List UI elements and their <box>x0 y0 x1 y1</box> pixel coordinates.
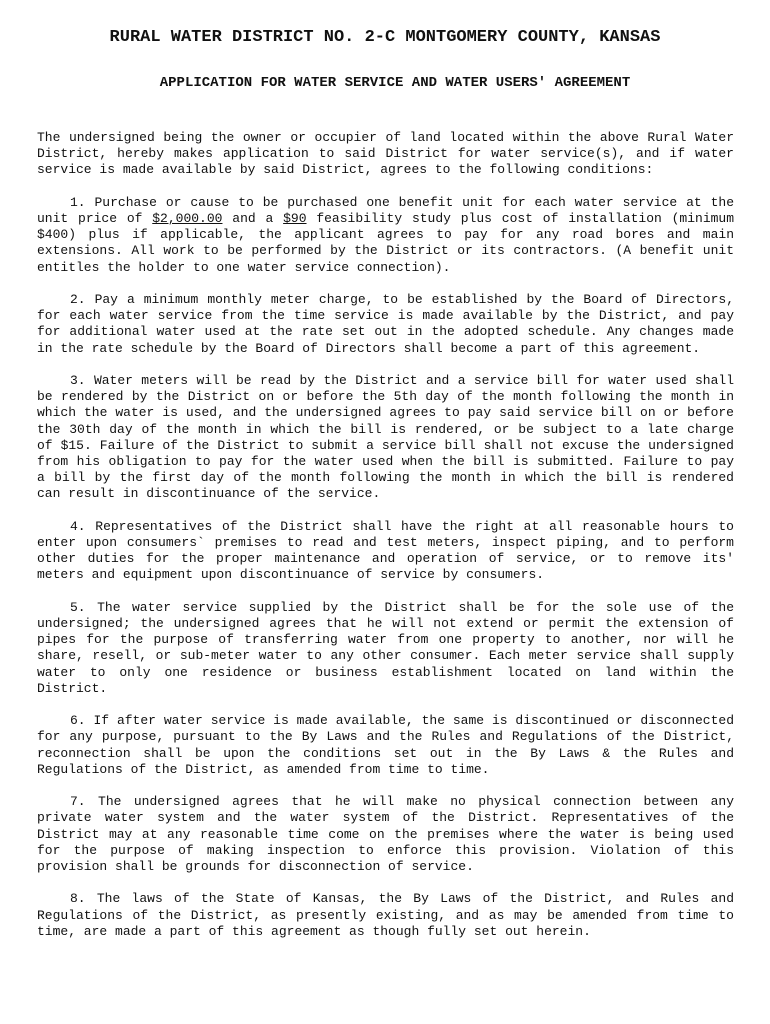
document-subtitle: APPLICATION FOR WATER SERVICE AND WATER USERS' AGREEMENT <box>159 75 631 91</box>
intro-paragraph: The undersigned being the owner or occupier of land located within the above Rural Water District, hereby makes application to said District for water service(s), and if water service is made available by said District, agrees to the following conditions: <box>37 130 734 178</box>
condition-8: 8. The laws of the State of Kansas, the By Laws of the District, and Rules and Regulations of the District, as presently existing, and as may be amended from time to time, are made a part of this agreement as though fully set out herein. <box>37 891 734 939</box>
condition-5: 5. The water service supplied by the District shall be for the sole use of the undersigned; the undersigned agrees that he will not extend or permit the extension of pipes for the purpose of transferring water from one property to another, nor will he share, resell, or sub-meter water to any other consumer. Each meter service shall supply water to only one residence or business establishment located on land within the District. <box>37 599 734 696</box>
condition-3: 3. Water meters will be read by the District and a service bill for water used shall be rendered by the District on or before the 5th day of the month following the month in which the water is used, and the undersigned agrees to pay said service bill on or before the 30th day of the month in which the bill is rendered, or be subject to a late charge of $15. Failure of the District to submit a service bill shall not excuse the undersigned from his obligation to pay for the water used when the bill is submitted. Failure to pay a bill by the first day of the month following the month in which the bill is rendered can result in discontinuance of the service. <box>37 373 734 502</box>
condition-1-text-b: and a <box>222 211 284 226</box>
condition-7: 7. The undersigned agrees that he will make no physical connection between any private water system and the water system of the District. Representatives of the District may at any reasonable time come on the premises where the water is being used for the purpose of making inspection to enforce this provision. Violation of this provision shall be grounds for disconnection of service. <box>37 794 734 875</box>
document-body <box>37 130 734 956</box>
condition-1-text-c: feasibility study plus cost of installation (minimum $400) plus if applicable, the applicant agrees to pay for any road bores and main extensions. All work to be performed by the District or its contractors. (A benefit unit entitles the holder to one water service connection). <box>37 211 735 275</box>
condition-2: 2. Pay a minimum monthly meter charge, to be established by the Board of Directors, for each water service from the time service is made available by the District, and pay for additional water used at the rate set out in the adopted schedule. Any changes made in the rate schedule by the Board of Directors shall become a part of this agreement. <box>37 292 734 356</box>
condition-1 <box>37 195 734 276</box>
feasibility-fee: $90 <box>283 211 307 226</box>
condition-1-text-a: 1. Purchase or cause to be purchased one benefit unit for each water service at the unit price of <box>37 194 734 226</box>
condition-6: 6. If after water service is made available, the same is discontinued or disconnected for any purpose, pursuant to the By Laws and the Rules and Regulations of the District, reconnection shall be upon the conditions set out in the By Laws & the Rules and Regulations of the District, as amended from time to time. <box>37 713 734 777</box>
document-title: RURAL WATER DISTRICT NO. 2-C MONTGOMERY COUNTY, KANSAS <box>109 28 661 47</box>
unit-price: $2,000.00 <box>152 211 223 226</box>
condition-4: 4. Representatives of the District shall have the right at all reasonable hours to enter upon consumers` premises to read and test meters, inspect piping, and to perform other duties for the proper maintenance and operation of service, or to remove its' meters and equipment upon discontinuance of service by consumers. <box>37 518 734 583</box>
